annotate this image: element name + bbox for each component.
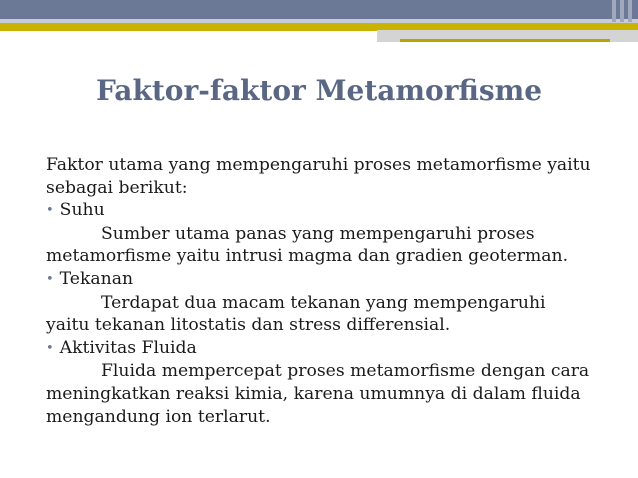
bullet-heading: Aktivitas Fluida [59, 337, 197, 358]
slide-title: Faktor-faktor Metamorfisme [95, 74, 543, 107]
bullet-item-aktivitas-fluida [46, 337, 616, 361]
header-gold-line [400, 39, 610, 42]
bullet-text-line: mengandung ion terlarut. [46, 406, 271, 427]
header-stripe [620, 0, 624, 22]
bullet-item-tekanan [46, 268, 616, 292]
bullet-text-line: yaitu tekanan litostatis dan stress differensial. [46, 315, 451, 336]
bullet-text-line: meningkatkan reaksi kimia, karena umumnya di dalam fluida [46, 383, 581, 404]
slide-body [46, 154, 616, 428]
bullet-text-line: Sumber utama panas yang mempengaruhi proses [101, 223, 535, 244]
bullet-icon: • [46, 203, 54, 219]
intro-line: Faktor utama yang mempengaruhi proses metamorfisme yaitu [46, 155, 591, 175]
bullet-heading: Tekanan [59, 268, 134, 289]
bullet-icon: • [46, 271, 54, 287]
bullet-item-suhu [46, 199, 616, 223]
header-stripe [628, 0, 632, 22]
header-band [0, 0, 638, 19]
bullet-text-line: Terdapat dua macam tekanan yang mempengaruhi [101, 292, 546, 313]
bullet-heading: Suhu [59, 200, 105, 221]
intro-line: sebagai berikut: [46, 177, 188, 198]
bullet-icon: • [46, 340, 54, 356]
bullet-text-line: Fluida mempercepat proses metamorfisme dengan cara [101, 361, 590, 382]
bullet-text-line: metamorfisme yaitu intrusi magma dan gradien geoterman. [46, 246, 569, 267]
header-stripe [612, 0, 616, 22]
